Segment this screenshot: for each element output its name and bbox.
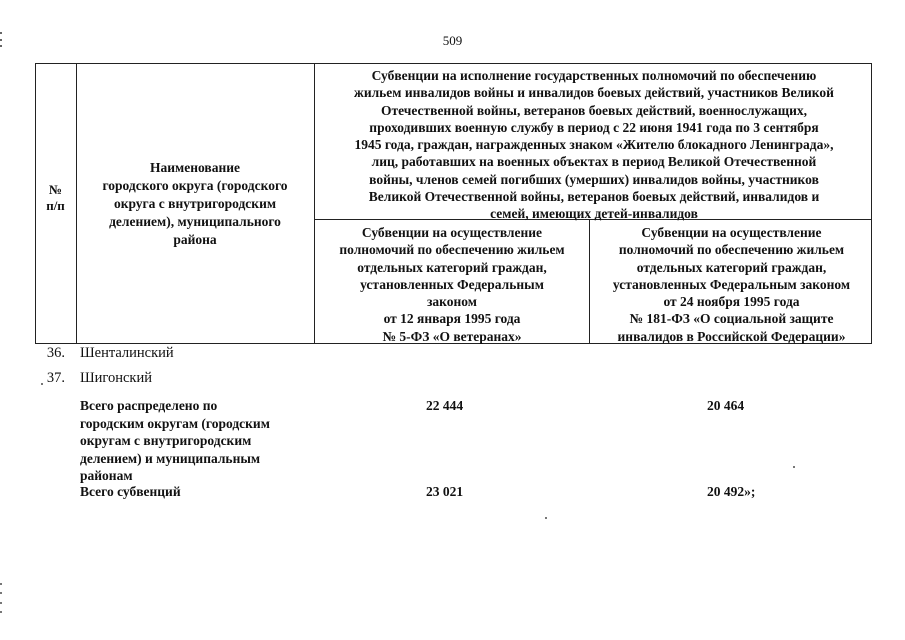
label-line: городским округам (городским (80, 415, 270, 431)
header-text-line: Субвенции на исполнение государственных полномочий по обеспечению (371, 68, 817, 83)
header-text-line: округа с внутригородским (113, 196, 277, 211)
header-text-line: полномочий по обеспечению жильем (618, 242, 845, 258)
subsidies-table (35, 63, 872, 344)
page-number: 509 (442, 33, 463, 48)
scan-edge-mark (0, 580, 3, 620)
header-text-line: № 5-ФЗ «О ветеранах» (382, 328, 522, 344)
label-line: Всего субвенций (80, 484, 181, 499)
header-text-line: делением), муниципального (109, 214, 281, 229)
header-text-line: Субвенции на осуществление (361, 225, 543, 240)
header-district-name (77, 159, 313, 249)
column-divider (314, 64, 315, 343)
total-subsidies-disabled-value: 20 492»; (707, 484, 756, 499)
header-text-line: № 181-ФЗ «О социальной защите (629, 311, 834, 327)
scan-speck (545, 517, 547, 519)
header-text-line: проходивших военную службу в период с 22 июня 1941 года по 3 сентября (369, 119, 819, 135)
total-subsidies-veterans-value: 23 021 (426, 484, 464, 499)
header-disabled-protection-law (591, 224, 872, 345)
header-text-line: городского округа (городского (102, 178, 288, 193)
label-line: Всего распределено по (80, 398, 218, 413)
header-text-line: установленных Федеральным (360, 276, 544, 292)
header-subsidies-title (316, 67, 872, 223)
header-text-line: Субвенции на осуществление (641, 225, 822, 240)
row-number: 36. (46, 345, 65, 361)
header-text-line: Наименование (150, 160, 240, 175)
header-text-line: войны, членов семей погибших (умерших) инвалидов войны, участников (369, 171, 819, 187)
total-subsidies-row (0, 483, 905, 503)
label-line: делением) и муниципальным (80, 450, 261, 466)
district-name: Шигонский (80, 370, 152, 386)
label-line: округам с внутригородским (80, 433, 252, 448)
header-number (36, 182, 75, 214)
total-distributed-veterans-value: 22 444 (426, 398, 464, 413)
table-row (0, 345, 905, 365)
scan-speck (41, 383, 43, 385)
header-text-line: лиц, работавших на военных объектах в период Великой Отечественной (371, 154, 817, 170)
header-text-line: отдельных категорий граждан, (357, 259, 547, 275)
header-text-line: жильем инвалидов войны и инвалидов боевых действий, участников Великой (354, 85, 834, 101)
header-text-line: семей, имеющих детей-инвалидов (490, 206, 698, 222)
header-text-line: установленных Федеральным законом (612, 276, 851, 292)
header-text-line: отдельных категорий граждан, (636, 259, 827, 275)
header-text-line: законом (427, 294, 477, 310)
header-veterans-law (316, 224, 588, 345)
total-distributed-row (0, 397, 905, 487)
table-row (0, 370, 905, 390)
header-text-line: от 24 ноября 1995 года (663, 294, 800, 310)
header-text-line: инвалидов в Российской Федерации» (617, 328, 846, 344)
header-text-line: района (173, 232, 217, 247)
header-text-line: п/п (46, 198, 65, 213)
total-subsidies-label (80, 483, 310, 501)
header-text-line: Великой Отечественной войны, ветеранов боевых действий, инвалидов и (368, 189, 820, 205)
scan-speck (793, 466, 795, 468)
total-distributed-disabled-value: 20 464 (707, 398, 745, 413)
header-text-line: № (48, 182, 63, 197)
total-distributed-label (80, 397, 310, 485)
header-text-line: 1945 года, граждан, награжденных знаком «Жителю блокадного Ленинграда», (354, 137, 834, 153)
header-text-line: Отечественной войны, ветеранов боевых действий, военнослужащих, (380, 102, 808, 118)
scan-edge-mark (0, 30, 3, 50)
header-text-line: от 12 января 1995 года (383, 311, 521, 327)
header-text-line: полномочий по обеспечению жильем (339, 242, 565, 258)
column-divider (589, 219, 590, 343)
district-name: Шенталинский (80, 345, 174, 361)
row-number: 37. (46, 370, 65, 386)
label-line: районам (80, 468, 133, 483)
